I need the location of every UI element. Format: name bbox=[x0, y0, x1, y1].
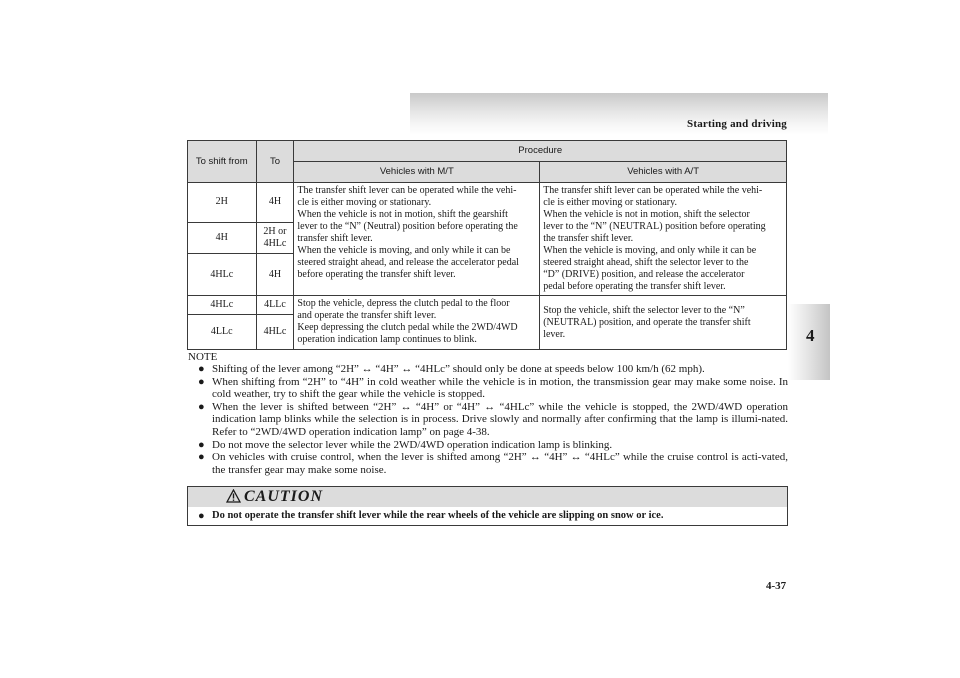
caution-box bbox=[187, 486, 788, 526]
col-header-to: To bbox=[256, 141, 294, 183]
caution-title: CAUTION bbox=[244, 488, 324, 505]
table-header-row bbox=[188, 141, 787, 162]
col-header-at: Vehicles with A/T bbox=[540, 162, 787, 183]
bullet-icon: ● bbox=[198, 451, 205, 464]
bullet-icon: ● bbox=[198, 400, 205, 413]
col-header-from: To shift from bbox=[188, 141, 257, 183]
cell-to: 4H bbox=[256, 183, 294, 223]
cell-at-procedure: Stop the vehicle, shift the selector lever to the “N” (NEUTRAL) position, and operate the transfer shift lever. bbox=[540, 296, 787, 350]
chapter-tab bbox=[788, 304, 830, 380]
cell-from: 2H bbox=[188, 183, 257, 223]
transfer-shift-table bbox=[187, 140, 787, 350]
cell-mt-procedure: The transfer shift lever can be operated while the vehi- cle is either moving or stationary. When the vehicle is not in motion, shift the gearshift lever to the “N” (Neutral) position before operating the transfer shift lever. When the vehicle is moving, and only while it can be steered straight ahead, and release the accelerator pedal before operating the transfer shift lever. bbox=[294, 183, 540, 296]
cell-from: 4H bbox=[188, 222, 257, 254]
cell-to: 4LLc bbox=[256, 296, 294, 315]
bullet-icon: ● bbox=[198, 363, 205, 375]
caution-text: Do not operate the transfer shift lever while the rear wheels of the vehicle are slipping on snow or ice. bbox=[212, 510, 664, 521]
cell-mt-procedure: Stop the vehicle, depress the clutch pedal to the floor and operate the transfer shift lever. Keep depressing the clutch pedal while the 2WD/4WD operation indication lamp continues to blink. bbox=[294, 296, 540, 350]
cell-to: 2H or 4HLc bbox=[256, 222, 294, 254]
note-item: ● Shifting of the lever among “2H” ↔ “4H” ↔ “4HLc” should only be done at speeds below 100 km/h (62 mph). bbox=[198, 363, 705, 375]
bullet-icon: ● bbox=[198, 375, 205, 388]
bullet-icon: ● bbox=[198, 510, 205, 522]
caution-text-row bbox=[188, 507, 787, 521]
note-item: ● When shifting from “2H” to “4H” in cold weather while the vehicle is in motion, the transmission gear may make some noise. In cold weather, try to shift the gear while the vehicle is stopped. bbox=[198, 375, 788, 401]
section-title: Starting and driving bbox=[687, 118, 787, 130]
cell-from: 4LLc bbox=[188, 315, 257, 350]
note-item: ● Do not move the selector lever while the 2WD/4WD operation indication lamp is blinking. bbox=[198, 438, 613, 451]
cell-to: 4HLc bbox=[256, 315, 294, 350]
cell-from: 4HLc bbox=[188, 296, 257, 315]
col-header-mt: Vehicles with M/T bbox=[294, 162, 540, 183]
caution-header bbox=[188, 487, 787, 507]
note-label: NOTE bbox=[188, 351, 218, 363]
table-row bbox=[188, 183, 787, 223]
cell-at-procedure: The transfer shift lever can be operated while the vehi- cle is either moving or stationary. When the vehicle is not in motion, shift the selector lever to the “N” (NEUTRAL) position before operating the transfer shift lever. When the vehicle is moving, and only while it can be steered straight ahead, shift the selector lever to the “D” (DRIVE) position, and release the accelerator pedal before operating the transfer shift lever. bbox=[540, 183, 787, 296]
note-list bbox=[198, 363, 788, 476]
note-item: ● When the lever is shifted between “2H” ↔ “4H” or “4H” ↔ “4HLc” while the vehicle is stopped, the 2WD/4WD operation indication lamp blinks while the selection is in process. Drive slowly and normally after confirming that the lamp is illumi-nated. Refer to “2WD/4WD operation indication lamp” on page 4-38. bbox=[198, 400, 788, 438]
chapter-number: 4 bbox=[806, 326, 815, 345]
bullet-icon: ● bbox=[198, 438, 205, 451]
cell-to: 4H bbox=[256, 254, 294, 296]
col-header-procedure: Procedure bbox=[294, 141, 787, 162]
page-number: 4-37 bbox=[766, 580, 787, 592]
cell-from: 4HLc bbox=[188, 254, 257, 296]
note-item: ● On vehicles with cruise control, when the lever is shifted among “2H” ↔ “4H” ↔ “4HLc” while the cruise control is acti-vated, the transfer gear may make some noise. bbox=[198, 451, 788, 476]
warning-triangle-icon bbox=[226, 489, 241, 503]
table-row bbox=[188, 296, 787, 315]
